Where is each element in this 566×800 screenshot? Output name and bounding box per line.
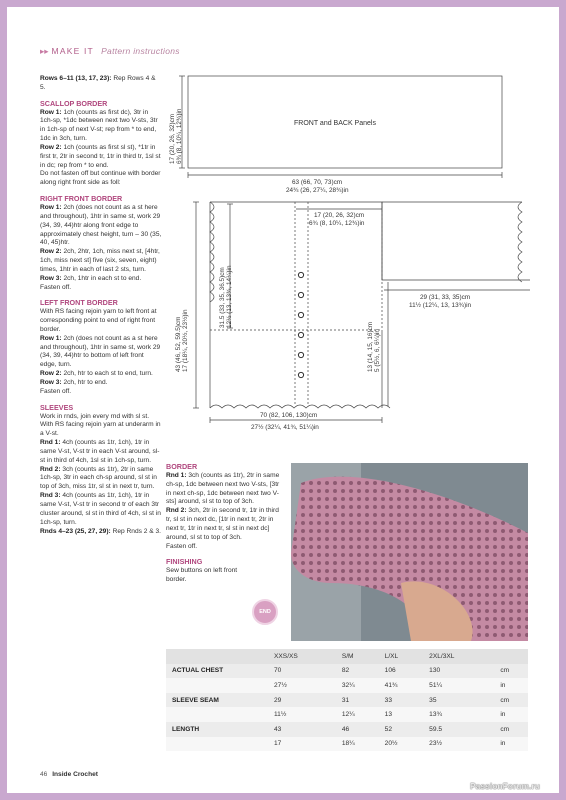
sleeve-height-in: 5 (5½, 6, 6¼)in [374,329,381,372]
sleeve-width-in: 11½ (12¼, 13, 13¾)in [409,302,472,309]
table-row: 11½ 12¼ 13 13¾ in [166,707,528,722]
left-scallop-edge [210,202,214,302]
sleeves-rnd-4: Rnds 4–23 (25, 27, 29): Rep Rnds 2 & 3. [40,527,161,535]
schematic-diagram [160,72,530,444]
arrows-icon: ▸▸ [40,46,49,56]
right-front-border-heading: RIGHT FRONT BORDER [40,194,123,204]
lfb-fasten: Fasten off. [40,387,72,395]
border-rnd-1: Rnd 1: 3ch (counts as 1tr), 2tr in same ch-sp, 1dc between next two V-sts, [3tr in next ch-sp, 1dc between next two V-sts] around, sl st to top of 3ch. [166,471,280,506]
border-heading: BORDER [166,462,198,471]
button-icon [298,272,303,277]
sleeves-intro-2: With RS facing rejoin yarn at underarm in a V-st. [40,421,161,438]
lfb-row-2: Row 2: 2ch, htr to each st to end, turn. [40,370,153,378]
left-front-border-heading: LEFT FRONT BORDER [40,298,118,308]
garment-outline [210,202,530,408]
rfb-row-3: Row 3: 2ch, 1htr in each st to end. [40,274,142,282]
bottom-width-in: 27½ (32¼, 41¾, 51¼)in [251,424,319,431]
button-icon [298,372,303,377]
rfb-row-1: Row 1: 2ch (does not count as a st here and throughout), 1htr in same st, work 29 (34, 39, 44)htr along front edge to approximately chest height, turn – 30 (35, 40, 45)htr. [40,203,162,247]
sleeve-height-cm: 13 (14, 15, 16)cm [367,321,374,372]
button-icon [298,292,303,297]
middle-column [166,463,284,585]
header-title: MAKE IT [51,46,94,56]
panel-label: FRONT and BACK Panels [294,120,376,127]
front-height-in: 12½ (13, 13¾, 14¼)in [226,265,233,328]
table-row: SLEEVE SEAM 29 31 33 35 cm [166,693,528,708]
header-subtitle: Pattern instructions [101,46,180,56]
rfb-fasten: Fasten off. [40,283,72,291]
table-row: 27½ 32¼ 41¾ 51¼ in [166,678,528,693]
lfb-row-3: Row 3: 2ch, htr to end. [40,379,108,386]
finishing-heading: FINISHING [166,557,203,567]
total-length-cm: 43 (46, 52, 59.5)cm [175,316,182,372]
watermark: PassionForum.ru [470,781,540,791]
bottom-scallop-edge [210,405,390,408]
front-height-cm: 31.5 (33, 35, 36.5)cm [219,267,226,328]
border-rnd-2: Rnd 2: 3ch, 2tr in second tr, 1tr in third tr, sl st in next dc, [1tr in next tr, 2tr in next tr, 1tr in next tr, sl st in next dc] around, sl st to top of 3ch. [166,507,279,541]
rfb-row-2: Row 2: 2ch, 2htr, 1ch, miss next st, [4htr, 1ch, miss next st] five (six, seven, eight) times, 1htr in each of last 2 sts, turn. [40,248,160,273]
yoke-cm: 17 (20, 26, 32)cm [314,212,365,219]
sleeves-rnd-2: Rnd 2: 3ch (counts as 1tr), 2tr in same 1ch-sp, 3tr in each ch-sp around, sl st in top of 3ch, miss 1tr, sl st in next tr, turn. [40,465,157,491]
button-icon [298,352,303,357]
section-header [40,46,180,57]
sleeves-rnd-3: Rnd 3: 4ch (counts as 1tr, 1ch), 1tr in same V-st, V-st tr in second tr of each 3tr cluster around, sl st in third of 4ch, sl st in 1ch-sp, turn. [40,492,161,526]
end-badge: END [252,599,278,625]
button-icon [298,312,303,317]
button-icon [298,332,303,337]
panel-width-cm: 63 (66, 70, 73)cm [292,179,343,186]
table-row: ACTUAL CHEST 70 82 106 130 cm [166,664,528,679]
scallop-row-2: Row 2: 1ch (counts as first sl st), *1tr in first tr, 2tr in second tr, 1tr in third tr, 1sl st in dc; rep from * to end. [40,143,161,169]
rows-intro: Rows 6–11 (13, 17, 23): Rep Rows 4 & 5. [40,75,156,91]
panel-height-cm: 17 (20, 26, 32)cm [169,113,176,164]
panel-width-in: 24¾ (26, 27¼, 28¾)in [286,187,349,194]
panel-height-in: 6¾ (8, 10¼, 12¾)in [176,108,183,164]
size-table [166,649,528,751]
size-table-header: XXS/XS S/M L/XL 2XL/3XL [166,649,528,664]
scallop-note: Do not fasten off but continue with border along right front side as foll: [40,170,161,187]
cardigan-photo [291,463,528,641]
sleeve-width-cm: 29 (31, 33, 35)cm [420,294,471,301]
magazine-name: Inside Crochet [52,771,98,778]
lfb-intro: With RS facing rejoin yarn to left front at corresponding point to end of right front border. [40,308,157,333]
scallop-row-1: Row 1: 1ch (counts as first dc), 3tr in 1ch-sp, *1dc between next two V-sts, 3tr in 1ch-sp of next V-st; rep from * to end, 1dc in 3ch, turn. [40,108,158,143]
sleeves-intro: Work in rnds, join every rnd with sl st. [40,412,150,420]
right-scallop-edge [518,202,522,282]
scallop-border-heading: SCALLOP BORDER [40,98,108,108]
sleeves-rnd-1: Rnd 1: 4ch (counts as 1tr, 1ch), 1tr in same V-st, V-st tr in each V-st around, sl-st in third of 4ch, 1sl st in 1ch-sp, turn. [40,439,160,464]
yoke-in: 6¾ (8, 10¼, 12¾)in [309,220,365,227]
table-row: 17 18¼ 20½ 23½ in [166,737,528,752]
sleeves-heading: SLEEVES [40,402,74,412]
lfb-row-1: Row 1: 2ch (does not count as a st here and throughout), 1htr in same st, work 29 (34, 39, 44)htr to bottom of left front edge, turn. [40,334,161,369]
border-fasten: Fasten off. [166,542,198,550]
finishing-text: Sew buttons on left front border. [166,567,238,584]
page-footer [40,771,98,778]
page-number: 46 [40,771,48,778]
table-row: LENGTH 43 46 52 59.5 cm [166,722,528,737]
bottom-width-cm: 70 (82, 106, 130)cm [260,412,318,419]
total-length-in: 17 (18¼, 20½, 23½)in [182,309,189,372]
left-column [40,75,162,536]
